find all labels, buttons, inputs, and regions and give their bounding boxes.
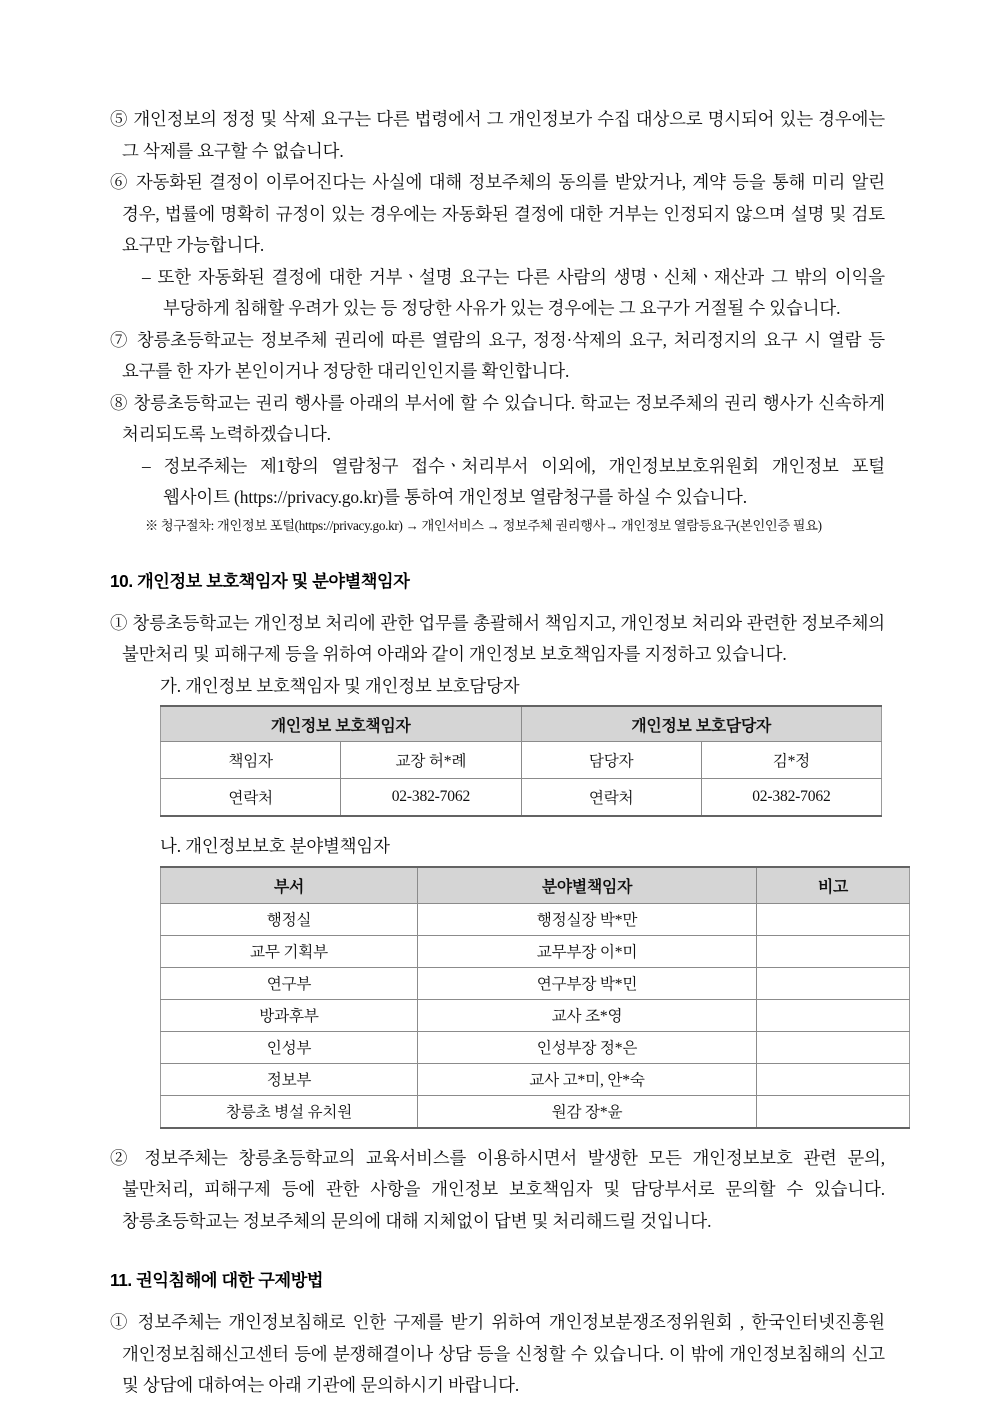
table-header-row [161,706,882,742]
manager-col-header: 개인정보 보호담당자 [521,706,882,742]
paragraph-item-6-sub-marker: – [142,266,151,287]
officer-col-header: 개인정보 보호책임자 [161,706,522,742]
table-row [161,935,910,967]
officer-table-wrapper [110,705,885,817]
section-10-paragraph-1-marker: ① [110,612,128,633]
dept-remarks [757,1063,910,1095]
table-row [161,1063,910,1095]
paragraph-item-7-marker: ⑦ [110,329,130,350]
privacy-officer-table [160,705,882,817]
officer-name-value: 교장 허*례 [341,742,521,779]
dept-responsible: 연구부장 박*민 [418,967,757,999]
officer-contact-label: 연락처 [161,779,341,817]
officer-role-label: 책임자 [161,742,341,779]
dept-name: 정보부 [161,1063,418,1095]
dept-remarks [757,903,910,935]
department-officer-table [160,866,910,1129]
section-10-paragraph-1-text: 창릉초등학교는 개인정보 처리에 관한 업무를 총괄해서 책임지고, 개인정보 처리와 관련한 정보주체의 불만처리 및 피해구제 등을 위하여 아래와 같이 개인정보 보호책임자를 지정하고 있습니다. [122,612,886,664]
section-11-paragraph-1-text: 정보주체는 개인정보침해로 인한 구제를 받기 위하여 개인정보분쟁조정위원회 , 한국인터넷진흥원 개인정보침해신고센터 등에 분쟁해결이나 상담 등을 신청할 수 있습니다. 이 밖에 개인정보침해의 신고 및 상담에 대하여는 아래 기관에 문의하시기 바랍니다. [122,1312,886,1395]
dept-responsible: 교무부장 이*미 [418,935,757,967]
document-content [110,104,885,1402]
section-11-heading: 11. 권익침해에 대한 구제방법 [110,1270,324,1290]
claim-procedure-footnote: ※ 청구절차: 개인정보 포털(https://privacy.go.kr) → 개인서비스 → 정보주체 권리행사→ 개인정보 열람등요구(본인인증 필요) [145,517,822,533]
section-10-paragraph-1 [110,608,885,671]
table-row [161,903,910,935]
table-row [161,742,882,779]
paragraph-item-8-sub-marker: – [142,455,151,476]
dept-name: 방과후부 [161,999,418,1031]
dept-remarks [757,935,910,967]
paragraph-item-8 [110,388,885,451]
spacer [110,1293,885,1307]
dept-responsible: 교사 고*미, 안*숙 [418,1063,757,1095]
section-10-paragraph-2-text: 정보주체는 창릉초등학교의 교육서비스를 이용하시면서 발생한 모든 개인정보보호 관련 문의, 불만처리, 피해구제 등에 관한 사항을 개인정보 보호책임자 및 담당부서로 문의할 수 있습니다. 창릉초등학교는 정보주체의 문의에 대해 지체없이 답변 및 처리해드릴 것입니다. [122,1147,886,1231]
paragraph-item-7 [110,325,885,388]
section-10-sub-a-label: 가. 개인정보 보호책임자 및 개인정보 보호담당자 [160,675,520,696]
manager-role-label: 담당자 [521,742,701,779]
paragraph-item-6-sub [110,262,885,325]
section-10-sub-b-label: 나. 개인정보보호 분야별책임자 [160,836,390,856]
spacer [110,817,885,831]
dept-name: 연구부 [161,967,418,999]
paragraph-item-8-sub-text: 정보주체는 제1항의 열람청구 접수ㆍ처리부서 이외에, 개인정보보호위원회 개인정보 포털 웹사이트 (https://privacy.go.kr)를 통하여 개인정보 열람청구를 하실 수 있습니다. [163,455,885,507]
table-row [161,999,910,1031]
table-row [161,1031,910,1063]
spacer [110,1129,885,1143]
section-11-paragraph-1-marker: ① [110,1312,131,1332]
spacer [110,538,885,568]
dept-responsible: 행정실장 박*만 [418,903,757,935]
section-10-heading: 10. 개인정보 보호책임자 및 분야별책임자 [110,570,410,591]
paragraph-item-6-marker: ⑥ [110,172,130,192]
paragraph-item-8-sub [110,451,885,514]
section-11-paragraph-1 [110,1307,885,1402]
dept-name: 행정실 [161,903,418,935]
manager-name-value: 김*정 [701,742,881,779]
paragraph-item-6-text: 자동화된 결정이 이루어진다는 사실에 대해 정보주체의 동의를 받았거나, 계약 등을 통해 미리 알린 경우, 법률에 명확히 규정이 있는 경우에는 자동화된 결정에 대한 거부는 인정되지 않으며 설명 및 검토 요구만 가능합니다. [122,172,886,255]
table-row [161,779,882,817]
table-header-row [161,867,910,904]
manager-contact-label: 연락처 [521,779,701,817]
paragraph-item-8-text: 창릉초등학교는 권리 행사를 아래의 부서에 할 수 있습니다. 학교는 정보주체의 권리 행사가 신속하게 처리되도록 노력하겠습니다. [122,392,885,444]
dept-responsible: 인성부장 정*은 [418,1031,757,1063]
paragraph-item-5-text: 개인정보의 정정 및 삭제 요구는 다른 법령에서 그 개인정보가 수집 대상으로 명시되어 있는 경우에는 그 삭제를 요구할 수 없습니다. [122,109,885,161]
section-10-paragraph-2-marker: ② [110,1147,134,1168]
dept-remarks [757,967,910,999]
paragraph-item-8-marker: ⑧ [110,392,129,413]
dept-name: 창릉초 병설 유치원 [161,1095,418,1128]
paragraph-item-5 [110,104,885,167]
remarks-col-header: 비고 [757,867,910,904]
spacer [110,1237,885,1267]
dept-responsible: 교사 조*영 [418,999,757,1031]
dept-remarks [757,1031,910,1063]
paragraph-item-5-marker: ⑤ [110,109,129,129]
table-row [161,1095,910,1128]
officer-contact-value: 02-382-7062 [341,779,521,817]
dept-remarks [757,1095,910,1128]
dept-name: 교무 기획부 [161,935,418,967]
dept-remarks [757,999,910,1031]
responsible-col-header: 분야별책임자 [418,867,757,904]
dept-col-header: 부서 [161,867,418,904]
section-10-paragraph-2 [110,1143,885,1238]
paragraph-item-6 [110,167,885,262]
manager-contact-value: 02-382-7062 [701,779,881,817]
spacer [110,594,885,608]
department-table-wrapper [110,866,885,1129]
paragraph-item-6-sub-text: 또한 자동화된 결정에 대한 거부ㆍ설명 요구는 다른 사람의 생명ㆍ신체ㆍ재산과 그 밖의 이익을 부당하게 침해할 우려가 있는 등 정당한 사유가 있는 경우에는 그 요구가 거절될 수 있습니다. [157,266,885,318]
dept-name: 인성부 [161,1031,418,1063]
dept-responsible: 원감 장*윤 [418,1095,757,1128]
table-row [161,967,910,999]
paragraph-item-7-text: 창릉초등학교는 정보주체 권리에 따른 열람의 요구, 정정·삭제의 요구, 처리정지의 요구 시 열람 등 요구를 한 자가 본인이거나 정당한 대리인인지를 확인합니다. [122,329,886,381]
